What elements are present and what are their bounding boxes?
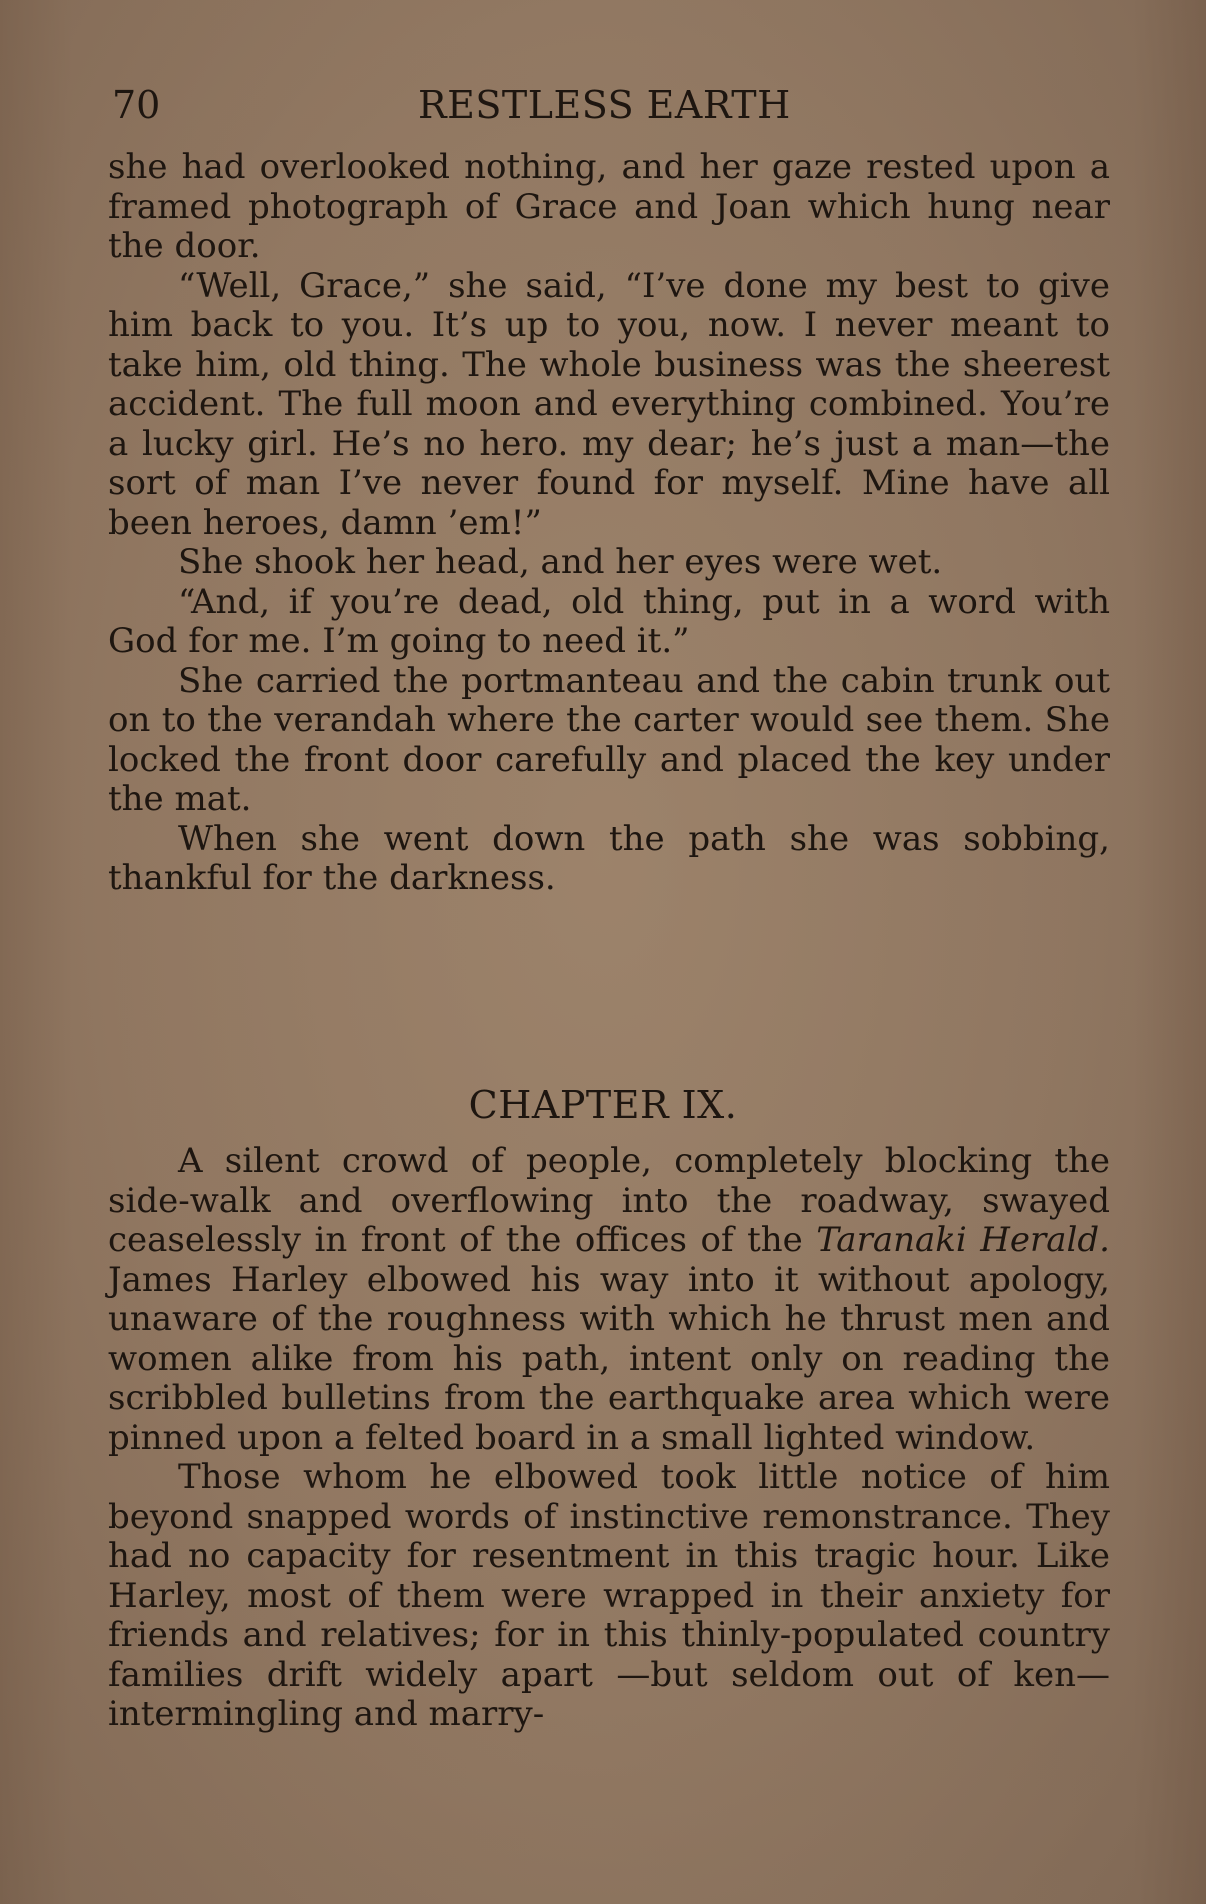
paragraph: She carried the portmanteau and the cabin trunk out on to the verandah where the carter would see them. She locked the front door carefully and placed the key under the mat.: [108, 660, 1110, 819]
chapter-title: CHAPTER IX.: [468, 1083, 738, 1127]
paragraph-text: James Harley elbowed his way into it without apology, unaware of the roughness with which he thrust men and women alike from his path, intent only on reading the scribbled bulletins from the earthquake area which were pinned upon a felted board in a small lighted window.: [108, 1259, 1110, 1458]
page-number: 70: [112, 83, 161, 127]
paragraph: “And, if you’re dead, old thing, put in a word with God for me. I’m going to need it.”: [108, 581, 1110, 661]
paragraph: When she went down the path she was sobbing, thankful for the darkness.: [108, 818, 1110, 898]
paragraph: “Well, Grace,” she said, “I’ve done my best to give him back to you. It’s up to you, now. I never meant to take him, old thing. The whole business was the sheerest accident. The full moon and everything combined. You’re a lucky girl. He’s no hero. my dear; he’s just a man—the sort of man I’ve never found for myself. Mine have all been heroes, damn ’em!”: [108, 265, 1110, 543]
chapter-body: [108, 1142, 1110, 1735]
page-header: [112, 80, 824, 130]
running-head: RESTLESS EARTH: [418, 83, 791, 127]
paragraph: she had overlooked nothing, and her gaze rested upon a framed photograph of Grace and Joan which hung near the door.: [108, 147, 1110, 266]
newspaper-title: Taranaki Herald.: [816, 1220, 1110, 1260]
paragraph: She shook her head, and her eyes were wet.: [178, 542, 943, 582]
paragraph: Those whom he elbowed took little notice of him beyond snapped words of instinctive remonstrance. They had no capacity for resentment in this tragic hour. Like Harley, most of them were wrapped in their anxiety for friends and relatives; for in this thinly-populated country families drift widely apart —but seldom out of ken—intermingling and marry-: [108, 1457, 1110, 1734]
previous-chapter-ending: [108, 148, 1110, 899]
paragraph-text: A silent crowd of people, completely blocking the side-walk and overflowing into the roadway, swayed ceaselessly in front of the offices of the: [108, 1141, 1110, 1260]
paragraph: [108, 1142, 1110, 1458]
